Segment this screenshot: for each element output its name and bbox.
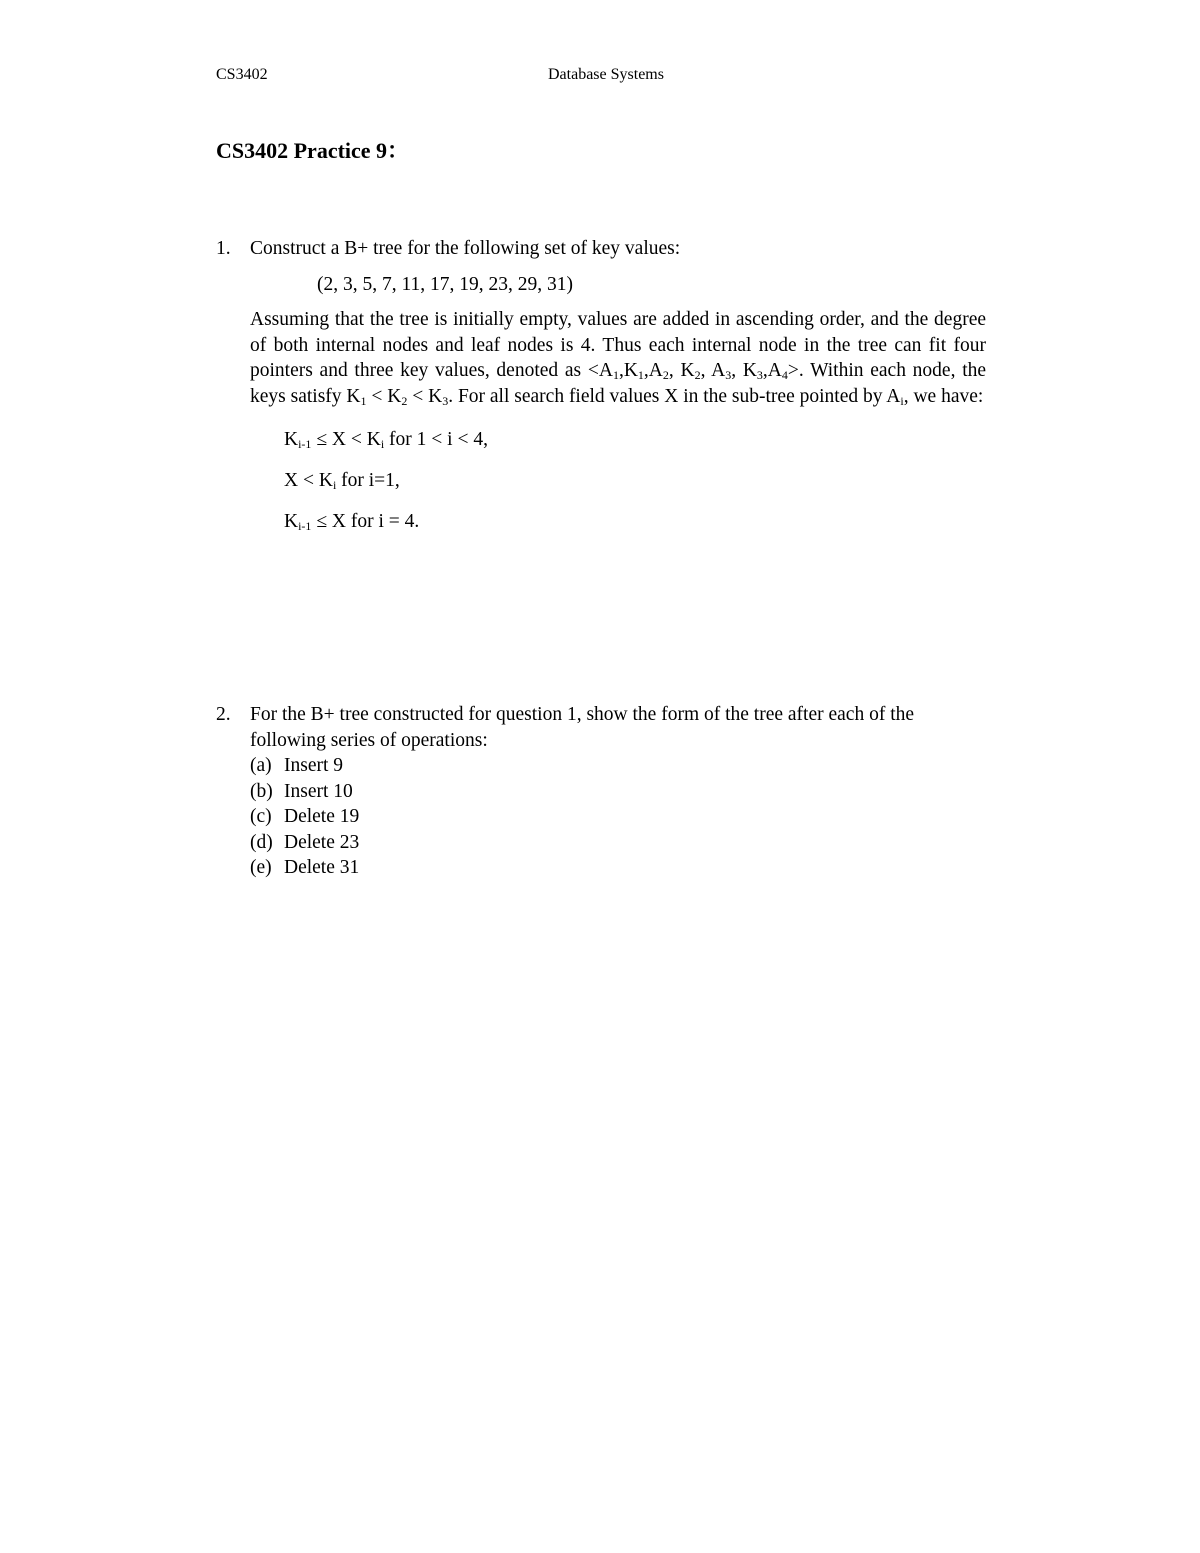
key-values: (2, 3, 5, 7, 11, 17, 19, 23, 29, 31) [317, 273, 574, 295]
question-number: 2. [216, 704, 231, 725]
condition-1: $K_{i-1} \le X < K_i$ for 1 < i < 4, [284, 429, 488, 451]
header-course-name: Database Systems [548, 66, 664, 83]
list-item: (c) Delete 19 [250, 806, 360, 827]
operations-list [250, 753, 986, 881]
header-course-code: CS3402 [216, 66, 268, 83]
list-item: (e) Delete 31 [250, 857, 360, 878]
list-item: (a) Insert 9 [250, 755, 344, 776]
condition-2: $X < K_i$ for i=1, [284, 470, 400, 492]
question-2 [216, 702, 986, 881]
question-description: Assuming that the tree is initially empty, values are added in ascending order, and the degree of both internal nodes and leaf nodes is 4. Thus each internal node in the tree can fit four pointers and three key values, denoted as $<A_1,K_1,A_2$, $K_2$, $A_3$, $K_3,A_4>$. Within each node, the keys satisfy $K_1 < K_2 < K_3$. For all search field values X in the sub-tree pointed by $A_i$, we have: [250, 309, 987, 408]
question-number: 1. [216, 238, 231, 259]
page-title: CS3402 Practice 9： [216, 138, 410, 163]
question-1 [216, 236, 986, 534]
question-intro: Construct a B+ tree for the following set of key values: [250, 238, 681, 259]
list-item: (d) Delete 23 [250, 831, 360, 853]
condition-3: $K_{i-1} \le X$ for i = 4. [284, 511, 420, 533]
question-intro: For the B+ tree constructed for question 1, show the form of the tree after each of the following series of operations: [250, 704, 915, 751]
list-item: (b) Insert 10 [250, 780, 353, 802]
